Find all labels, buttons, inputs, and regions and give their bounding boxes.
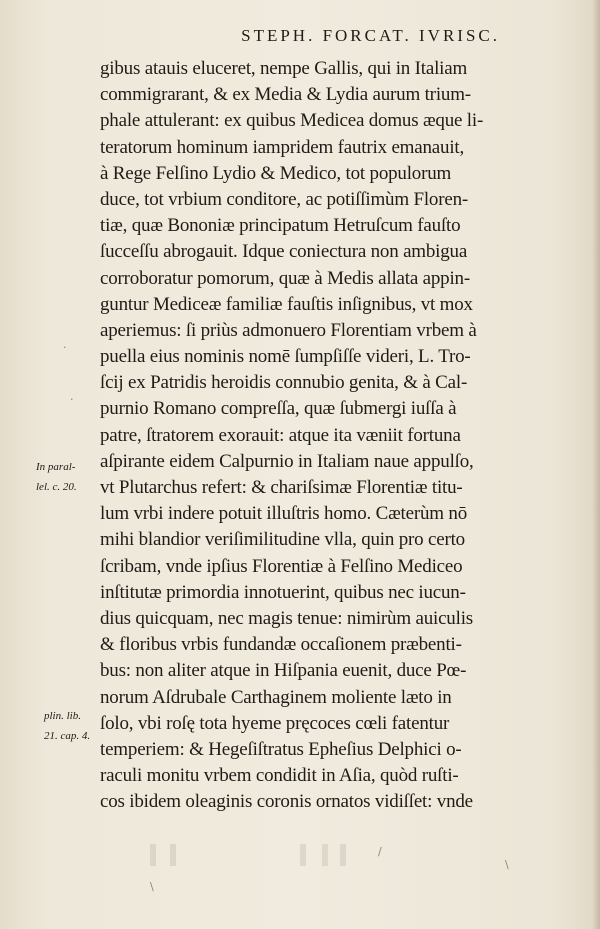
- text-line: ſcribam, vnde ipſius Florentiæ à Felſino Mediceo: [100, 555, 463, 577]
- paper-speck: /: [378, 845, 382, 858]
- text-line: gibus atauis eluceret, nempe Gallis, qui in Italiam: [100, 58, 468, 79]
- text-line: patre, ſtratorem exorauit: atque ita væniit fortuna: [100, 424, 461, 446]
- margin-note: plin. lib.: [44, 710, 81, 722]
- text-line: phale attulerant: ex quibus Medicea domus æque li-: [100, 110, 484, 132]
- text-line: purnio Romano compreſſa, quæ ſubmergi iuſſa à: [100, 398, 457, 420]
- text-line: commigrarant, & ex Media & Lydia aurum trium-: [100, 84, 471, 106]
- margin-note: 21. cap. 4.: [44, 730, 91, 742]
- margin-note: In paral-: [36, 461, 76, 473]
- paper-speck: \: [505, 858, 509, 871]
- text-line: teratorum hominum iampridem fautrix emanauit,: [100, 136, 465, 158]
- text-line: raculi monitu vrbem condidit in Aſia, quòd ruſti-: [100, 765, 459, 787]
- text-line: corroboratur pomorum, quæ à Medis allata appin-: [100, 267, 470, 289]
- text-line: bus: non aliter atque in Hiſpania euenit, duce Pœ-: [100, 660, 467, 682]
- text-line: & floribus vrbis fundandæ occaſionem præbenti-: [100, 634, 462, 656]
- text-line: ſcij ex Patridis heroidis connubio genita, & à Cal-: [100, 372, 468, 394]
- text-line: vt Plutarchus refert: & chariſsimæ Florentiæ titu-: [100, 477, 463, 498]
- text-line: guntur Mediceæ familiæ fauſtis inſignibus, vt mox: [100, 293, 473, 315]
- paper-speck: .: [70, 390, 74, 403]
- text-line: ſucceſſu abrogauit. Idque coniectura non ambigua: [100, 241, 468, 263]
- text-line: duce, tot vrbium conditore, ac potiſſimùm Floren-: [100, 188, 469, 210]
- text-line: à Rege Felſino Lydio & Medico, tot populorum: [100, 162, 452, 184]
- page-edge-shadow: [592, 0, 600, 929]
- text-line: ſolo, vbi roſę tota hyeme pręcoces cœli fatentur: [100, 712, 450, 734]
- text-line: inſtitutæ primordia innotuerint, quibus nec iucun-: [100, 581, 466, 603]
- text-line: lum vrbi indere potuit illuſtris homo. Cæterùm nō: [100, 503, 468, 525]
- text-line: norum Aſdrubale Carthaginem moliente læto in: [100, 686, 452, 708]
- text-line: cos ibidem oleaginis coronis ornatos vidiſſet: vnde: [100, 791, 473, 813]
- text-line: aſpirante eidem Calpurnio in Italiam naue appulſo,: [100, 450, 474, 472]
- text-line: puella eius nominis nomē ſumpſiſſe videri, L. Tro-: [100, 346, 471, 368]
- text-line: mihi blandior veriſimilitudine vlla, quin pro certo: [100, 529, 465, 551]
- paper-speck: \: [150, 880, 154, 893]
- running-head: STEPH. FORCAT. IVRISC.: [241, 26, 500, 45]
- body-text: [100, 56, 570, 815]
- text-line: aperiemus: ſi priùs admonuero Florentiam vrbem à: [100, 319, 477, 341]
- text-line: dius quicquam, nec magis tenue: nimirùm auiculis: [100, 607, 473, 629]
- text-line: temperiem: & Hegeſiſtratus Epheſius Delphici o-: [100, 738, 462, 760]
- margin-note: lel. c. 20.: [36, 481, 77, 493]
- text-line: tiæ, quæ Bononiæ principatum Hetruſcum fauſto: [100, 215, 461, 237]
- paper-speck: .: [63, 338, 67, 351]
- show-through-bleed: [150, 838, 410, 879]
